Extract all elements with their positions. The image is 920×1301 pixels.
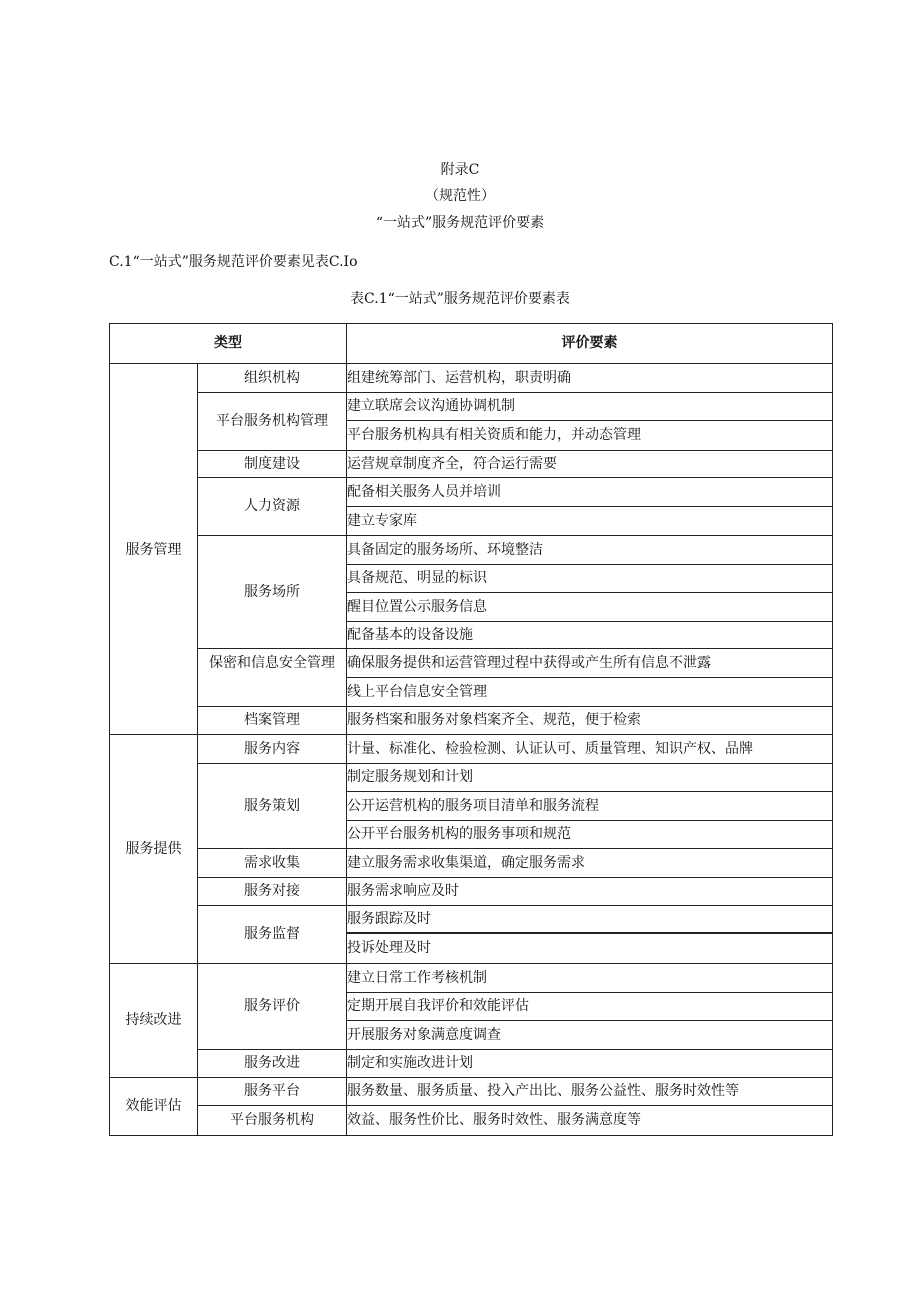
subcategory-cell: 服务监督 (198, 906, 347, 964)
subcategory-cell: 保密和信息安全管理 (198, 649, 347, 707)
element-cell: 制定服务规划和计划 (347, 764, 833, 792)
table-row (110, 649, 833, 678)
table-row (110, 906, 833, 933)
table-header-row (110, 324, 833, 364)
table-row (110, 1050, 833, 1078)
element-cell: 服务需求响应及时 (347, 878, 833, 906)
subcategory-cell: 服务平台 (198, 1078, 347, 1106)
element-cell: 具备规范、明显的标识 (347, 565, 833, 593)
element-cell: 投诉处理及时 (347, 934, 833, 964)
subcategory-cell: 服务策划 (198, 764, 347, 849)
header-type: 类型 (110, 324, 347, 364)
element-cell: 定期开展自我评价和效能评估 (347, 993, 833, 1021)
element-cell: 服务跟踪及时 (347, 906, 833, 933)
subcategory-cell: 档案管理 (198, 707, 347, 735)
subcategory-cell: 人力资源 (198, 478, 347, 536)
table-row (110, 1106, 833, 1136)
element-cell: 公开平台服务机构的服务事项和规范 (347, 821, 833, 849)
category-cell: 服务提供 (110, 735, 198, 964)
element-cell: 醒目位置公示服务信息 (347, 593, 833, 622)
evaluation-elements-table (109, 323, 833, 1136)
element-cell: 运营规章制度齐全，符合运行需要 (347, 451, 833, 478)
element-cell: 组建统筹部门、运营机构，职责明确 (347, 364, 833, 393)
element-cell: 确保服务提供和运营管理过程中获得或产生所有信息不泄露 (347, 649, 833, 678)
table-row (110, 964, 833, 993)
table-row (110, 878, 833, 906)
category-cell: 效能评估 (110, 1078, 198, 1136)
element-cell: 制定和实施改进计划 (347, 1050, 833, 1078)
table-row (110, 1078, 833, 1106)
table-caption: 表C.1“一站式”服务规范评价要素表 (350, 291, 570, 307)
subcategory-cell: 服务内容 (198, 735, 347, 764)
header-element: 评价要素 (347, 324, 833, 364)
subcategory-cell: 服务改进 (198, 1050, 347, 1078)
category-cell: 服务管理 (110, 364, 198, 735)
subcategory-cell: 需求收集 (198, 849, 347, 878)
element-cell: 建立专家库 (347, 507, 833, 536)
element-cell: 效益、服务性价比、服务时效性、服务满意度等 (347, 1106, 833, 1136)
element-cell: 平台服务机构具有相关资质和能力，并动态管理 (347, 421, 833, 451)
table-row (110, 735, 833, 764)
element-cell: 建立服务需求收集渠道，确定服务需求 (347, 849, 833, 878)
table-row (110, 478, 833, 507)
subcategory-cell: 服务对接 (198, 878, 347, 906)
appendix-nature: （规范性） (425, 188, 495, 204)
element-cell: 线上平台信息安全管理 (347, 678, 833, 707)
element-cell: 配备基本的设备设施 (347, 622, 833, 649)
table-row (110, 764, 833, 792)
appendix-title: “一站式”服务规范评价要素 (375, 215, 545, 231)
element-cell: 公开运营机构的服务项目清单和服务流程 (347, 792, 833, 821)
element-cell: 服务档案和服务对象档案齐全、规范，便于检索 (347, 707, 833, 735)
element-cell: 配备相关服务人员并培训 (347, 478, 833, 507)
subcategory-cell: 服务场所 (198, 536, 347, 649)
element-cell: 开展服务对象满意度调查 (347, 1021, 833, 1050)
subcategory-cell: 平台服务机构 (198, 1106, 347, 1136)
appendix-label: 附录C (440, 162, 480, 178)
table-row (110, 707, 833, 735)
subcategory-cell: 组织机构 (198, 364, 347, 393)
element-cell: 建立日常工作考核机制 (347, 964, 833, 993)
subcategory-cell: 服务评价 (198, 964, 347, 1050)
category-cell: 持续改进 (110, 964, 198, 1078)
subcategory-cell: 制度建设 (198, 451, 347, 478)
intro-paragraph: C.1“一站式”服务规范评价要素见表C.Io (109, 254, 358, 270)
element-cell: 服务数量、服务质量、投入产出比、服务公益性、服务时效性等 (347, 1078, 833, 1106)
element-cell: 建立联席会议沟通协调机制 (347, 393, 833, 421)
table-row (110, 451, 833, 478)
table-row (110, 849, 833, 878)
table-row (110, 364, 833, 393)
subcategory-cell: 平台服务机构管理 (198, 393, 347, 451)
element-cell: 计量、标准化、检验检测、认证认可、质量管理、知识产权、品牌 (347, 735, 833, 764)
table-row (110, 393, 833, 421)
element-cell: 具备固定的服务场所、环境整洁 (347, 536, 833, 565)
table-row (110, 536, 833, 565)
